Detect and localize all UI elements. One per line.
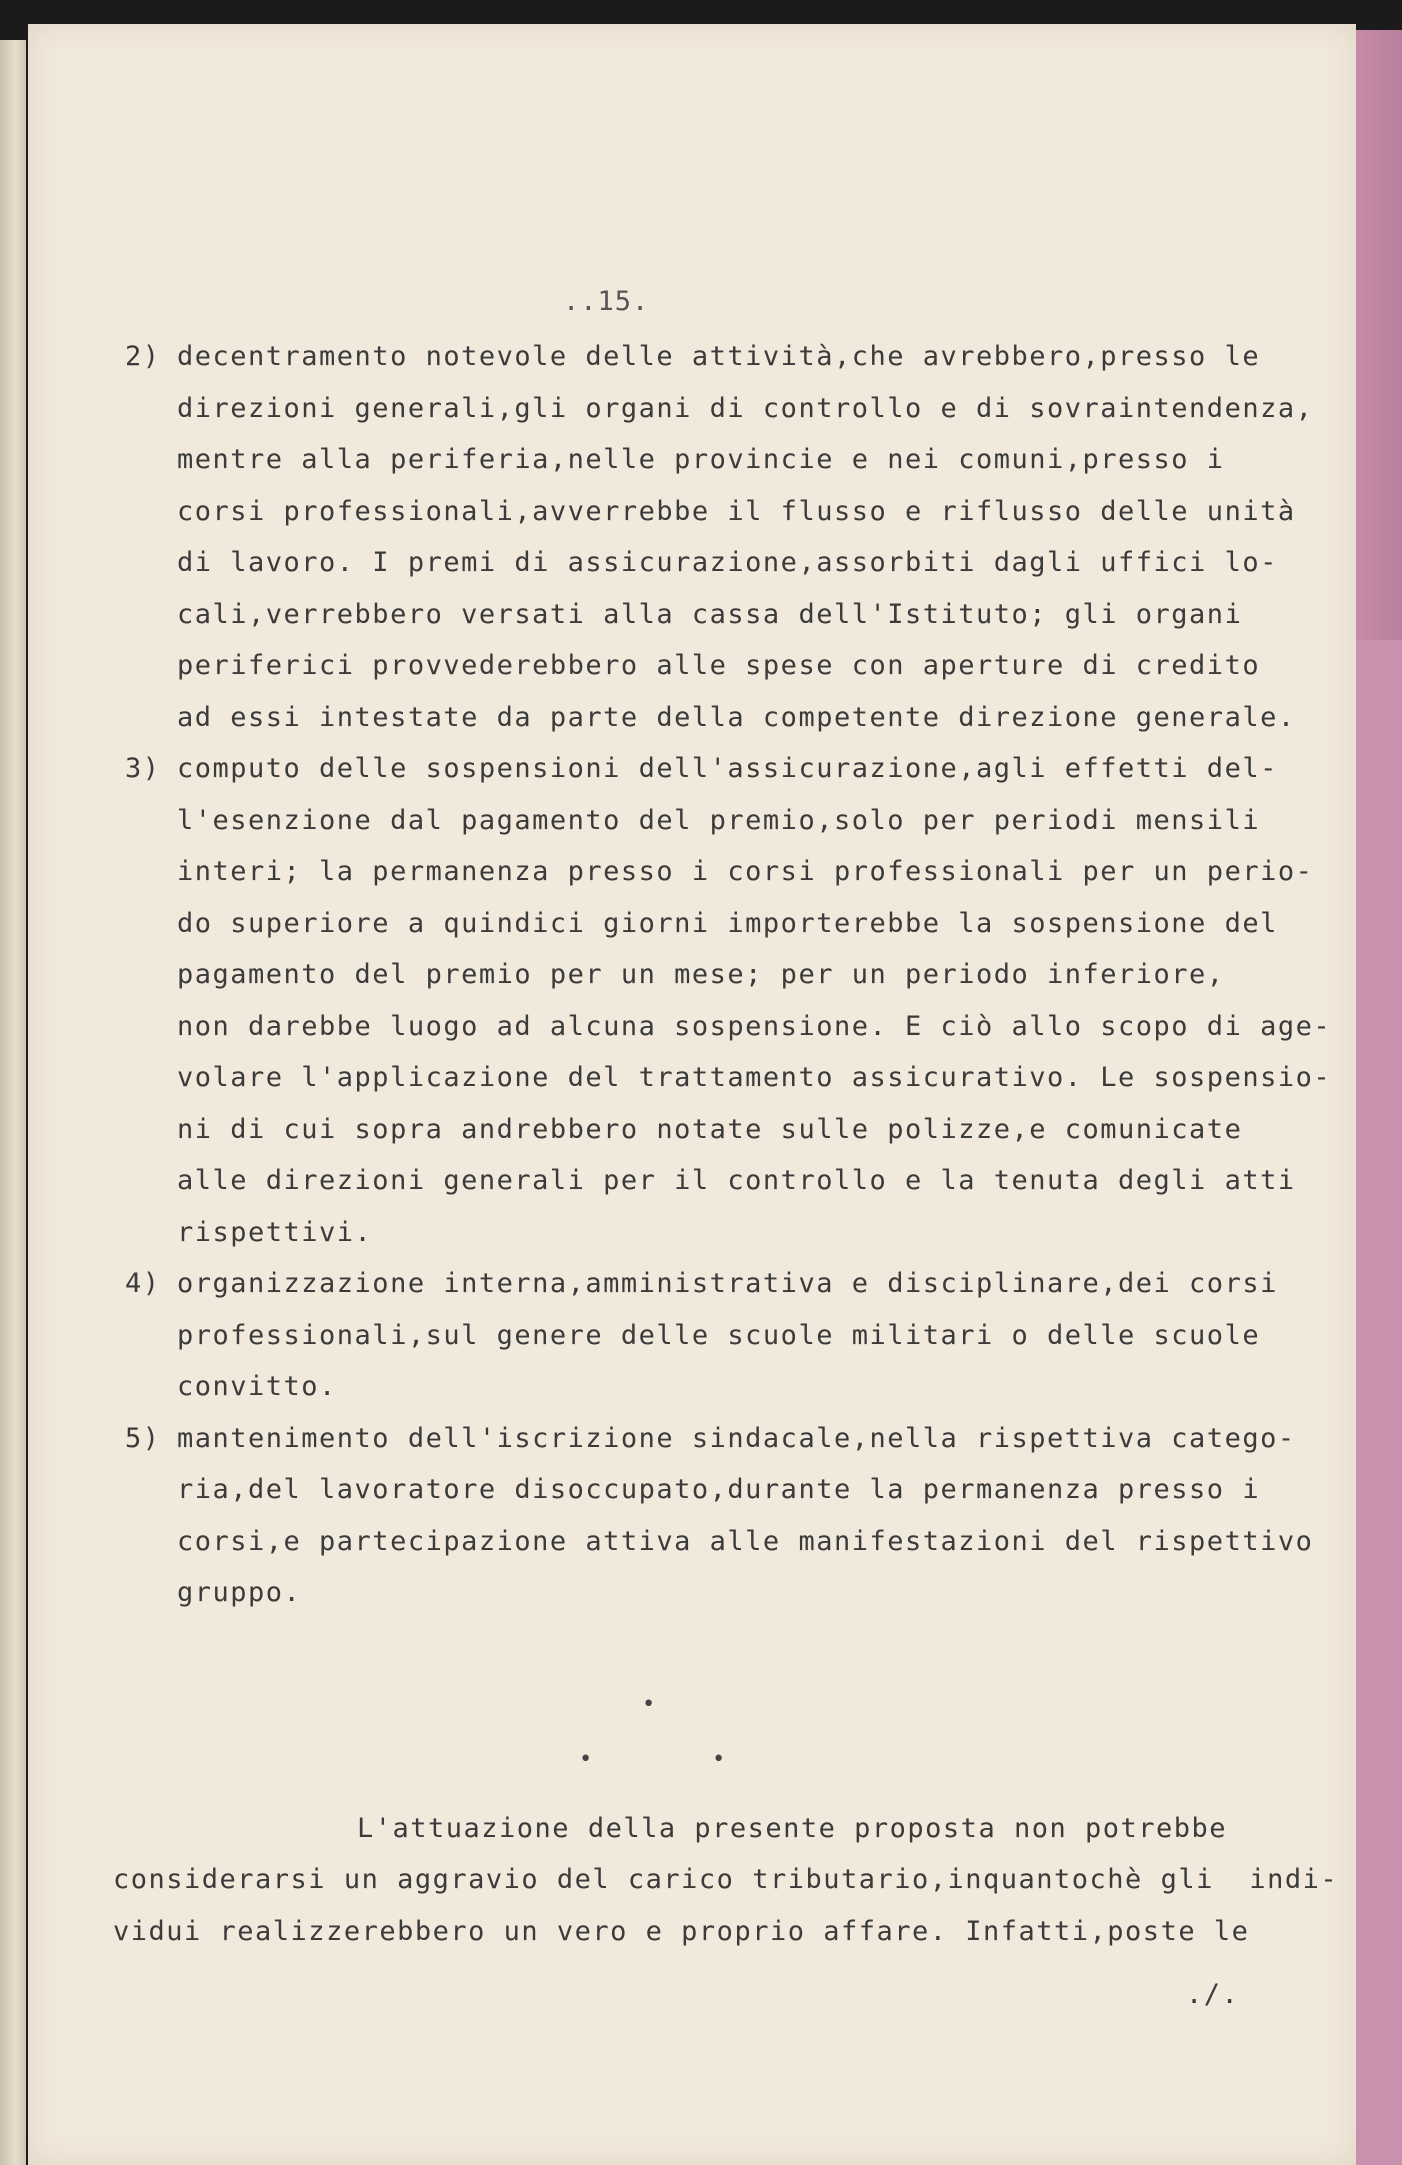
text-line: computo delle sospensioni dell'assicurazione,agli effetti del- <box>177 753 1278 784</box>
text-line: ria,del lavoratore disoccupato,durante la permanenza presso i <box>177 1474 1261 1505</box>
text-line: organizzazione interna,amministrativa e disciplinare,dei corsi <box>177 1268 1278 1299</box>
item-number: 2) <box>125 341 161 372</box>
text-line: convitto. <box>177 1371 337 1402</box>
closing-line: L'attuazione della presente proposta non potrebbe <box>357 1813 1228 1844</box>
document-body <box>28 24 1356 2010</box>
text-line: cali,verrebbero versati alla cassa dell'Istituto; gli organi <box>177 599 1243 630</box>
text-line: periferici provvederebbero alle spese con aperture di credito <box>177 650 1261 681</box>
text-line: volare l'applicazione del trattamento assicurativo. Le sospensio- <box>177 1062 1332 1093</box>
separator-dot: • <box>712 1747 727 1772</box>
text-line: ni di cui sopra andrebbero notate sulle polizze,e comunicate <box>177 1114 1243 1145</box>
left-page-edge <box>0 40 26 2165</box>
text-line: di lavoro. I premi di assicurazione,assorbiti dagli uffici lo- <box>177 547 1278 578</box>
page-number: ..15. <box>563 286 650 317</box>
text-line: gruppo. <box>177 1577 302 1608</box>
text-line: do superiore a quindici giorni importerebbe la sospensione del <box>177 908 1278 939</box>
continuation-mark: ./. <box>1186 1979 1240 2010</box>
text-line: corsi,e partecipazione attiva alle manifestazioni del rispettivo <box>177 1526 1314 1557</box>
text-line: mentre alla periferia,nelle provincie e nei comuni,presso i <box>177 444 1225 475</box>
text-line: professionali,sul genere delle scuole militari o delle scuole <box>177 1320 1261 1351</box>
item-number: 3) <box>125 753 161 784</box>
text-line: alle direzioni generali per il controllo e la tenuta degli atti <box>177 1165 1296 1196</box>
text-line: corsi professionali,avverrebbe il flusso e riflusso delle unità <box>177 496 1296 527</box>
typewritten-page <box>28 24 1356 2165</box>
closing-line: considerarsi un aggravio del carico tributario,inquantochè gli indi- <box>113 1864 1339 1895</box>
separator-dot: • <box>642 1692 657 1717</box>
item-number: 5) <box>125 1423 161 1454</box>
text-line: decentramento notevole delle attività,che avrebbero,presso le <box>177 341 1261 372</box>
text-line: mantenimento dell'iscrizione sindacale,nella rispettiva catego- <box>177 1423 1296 1454</box>
text-line: l'esenzione dal pagamento del premio,solo per periodi mensili <box>177 805 1261 836</box>
separator-dot: • <box>579 1747 594 1772</box>
text-line: interi; la permanenza presso i corsi professionali per un perio- <box>177 856 1314 887</box>
text-line: ad essi intestate da parte della competente direzione generale. <box>177 702 1296 733</box>
text-line: rispettivi. <box>177 1217 373 1248</box>
text-line: non darebbe luogo ad alcuna sospensione. E ciò allo scopo di age- <box>177 1011 1332 1042</box>
item-number: 4) <box>125 1268 161 1299</box>
closing-line: vidui realizzerebbero un vero e proprio affare. Infatti,poste le <box>113 1916 1250 1947</box>
text-line: pagamento del premio per un mese; per un periodo inferiore, <box>177 959 1225 990</box>
text-line: direzioni generali,gli organi di controllo e di sovraintendenza, <box>177 393 1314 424</box>
